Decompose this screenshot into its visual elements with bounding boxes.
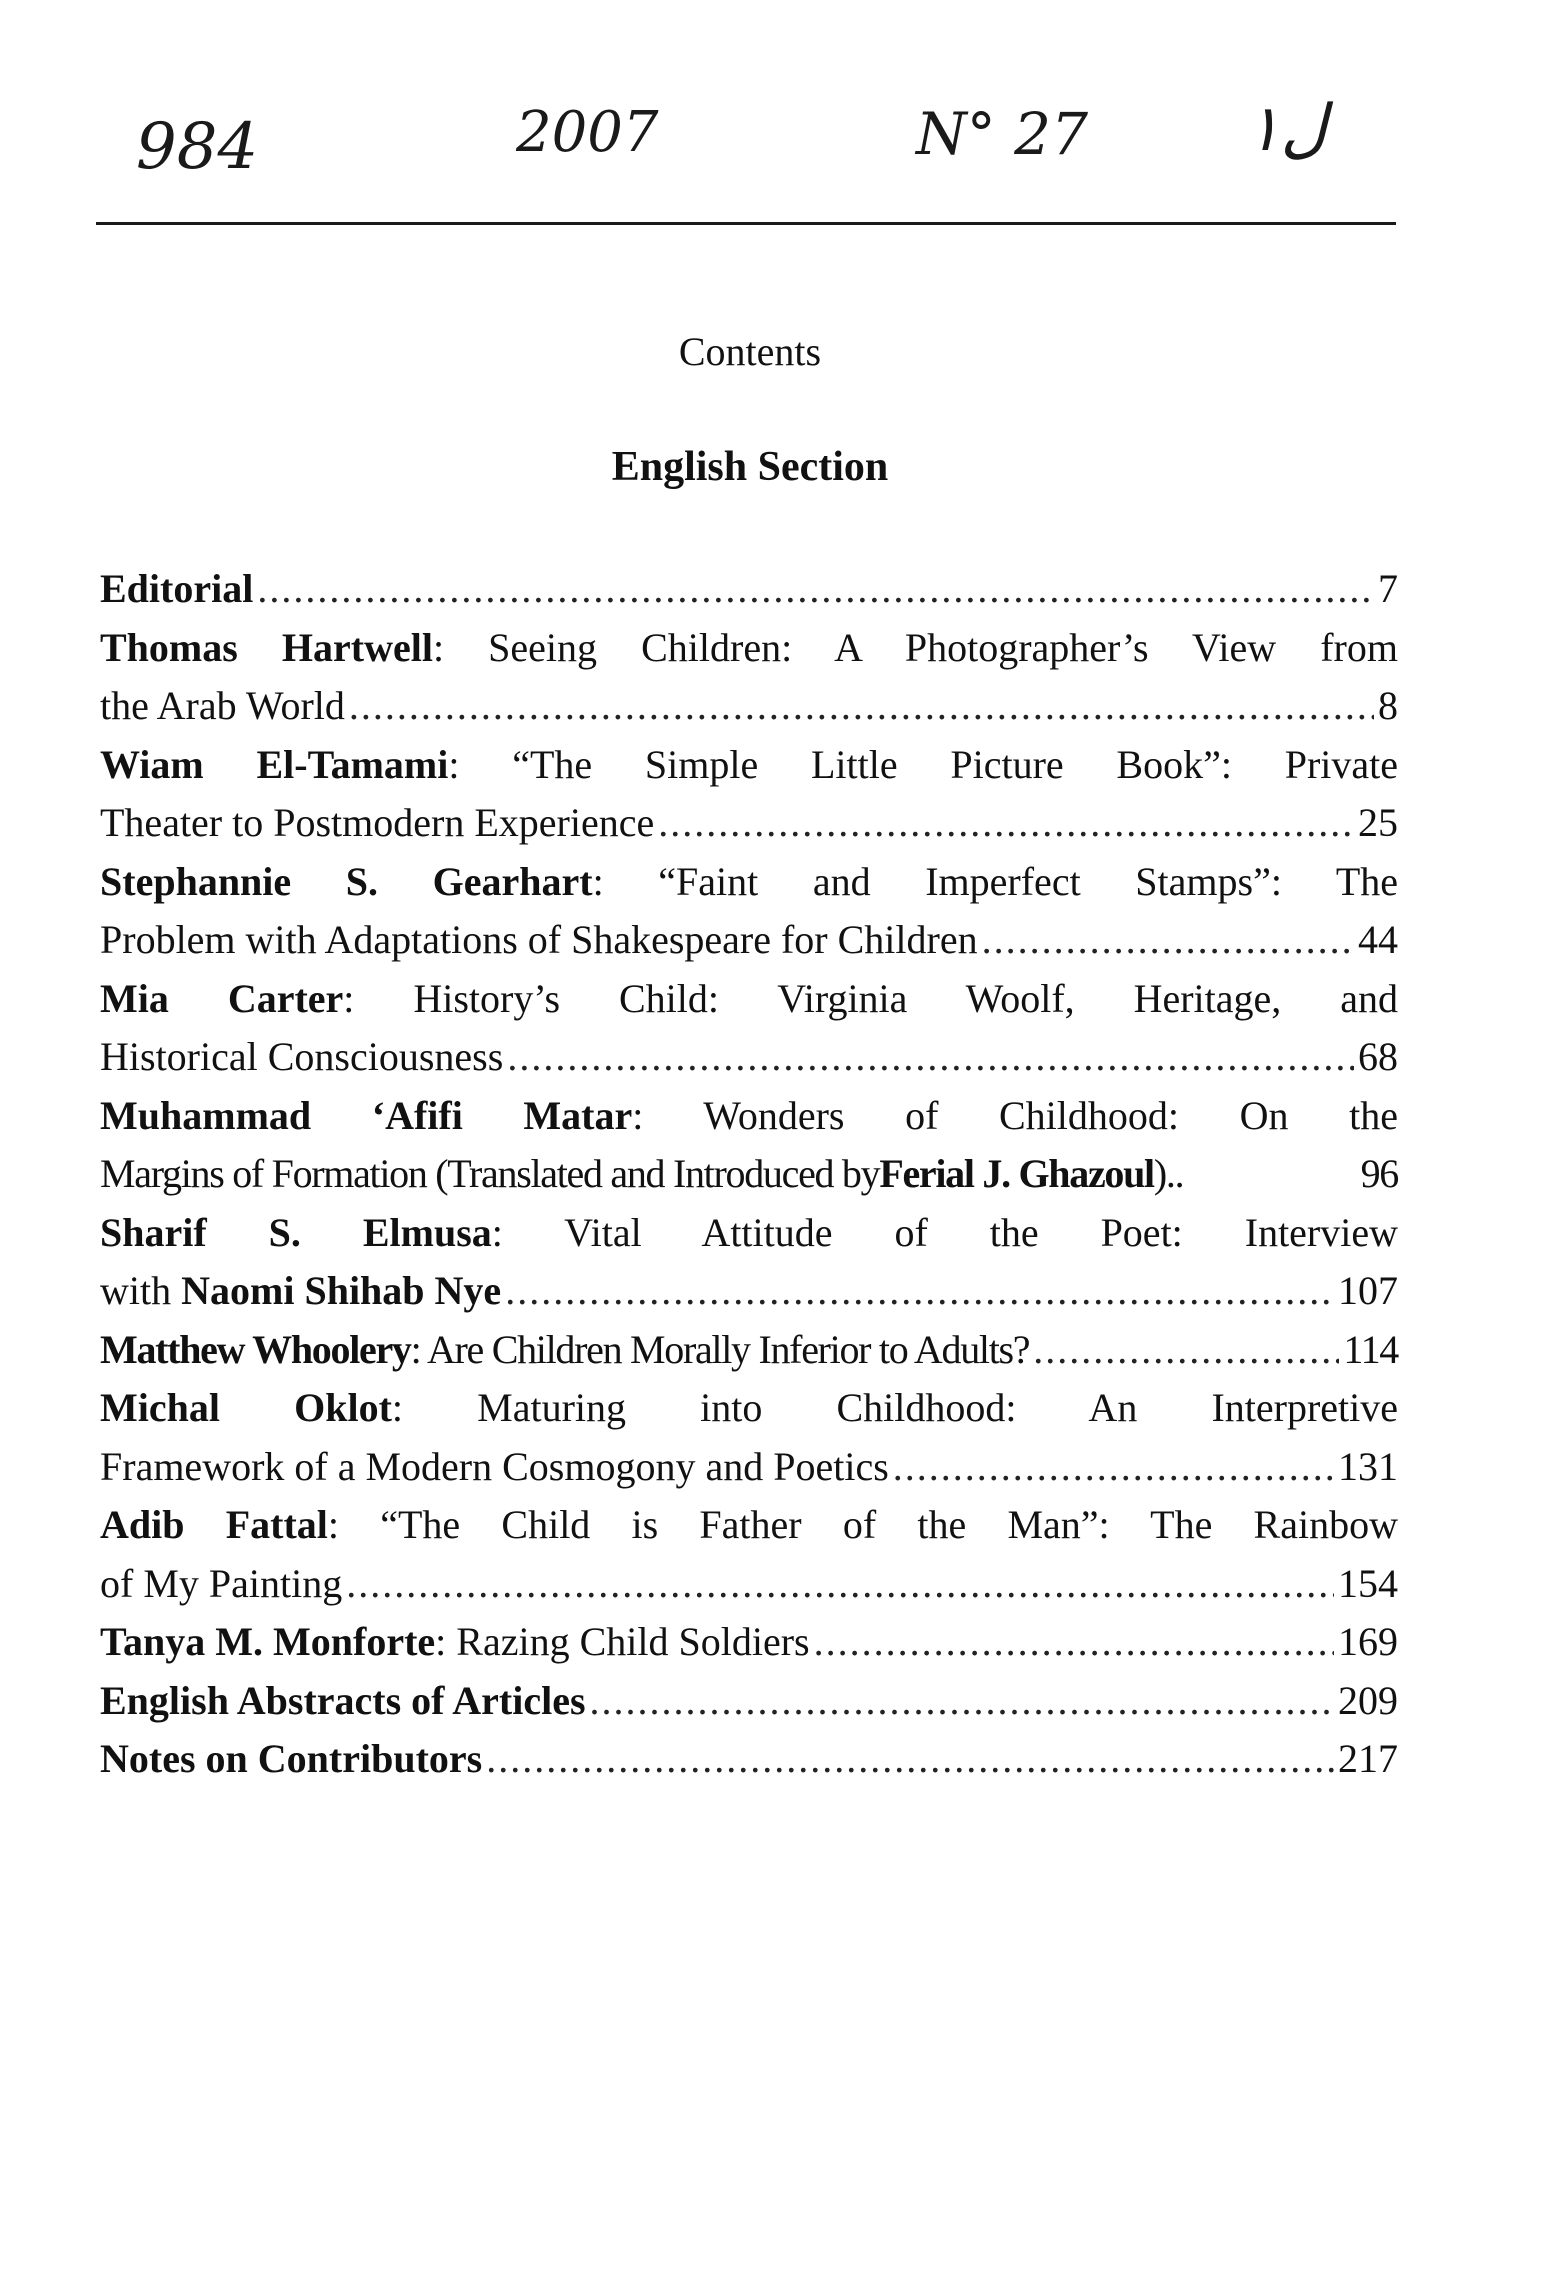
toc-entry-matar xyxy=(100,1087,1398,1204)
page-title: Contents xyxy=(678,329,822,374)
entry-title: : History’s Child: Virginia Woolf, Heritage, and xyxy=(343,975,1398,1021)
toc-entry-editorial xyxy=(100,560,1398,619)
entry-title-cont: the Arab World xyxy=(100,683,345,728)
entry-title: : Are Children Morally Inferior to Adults? xyxy=(410,1326,1030,1372)
entry-page: 217 xyxy=(1338,1736,1398,1781)
section-title: English Section xyxy=(611,444,889,490)
entry-title-end: ).. xyxy=(1153,1151,1184,1196)
entry-title: : Razing Child Soldiers xyxy=(435,1619,810,1664)
dot-leader xyxy=(507,1028,1354,1087)
dot-leader xyxy=(486,1730,1334,1789)
entry-title-cont: Historical Consciousness xyxy=(100,1034,504,1079)
entry-title: : “The Simple Little Picture Book”: Private xyxy=(448,741,1399,787)
entry-page: 154 xyxy=(1338,1560,1398,1606)
entry-author: Thomas Hartwell xyxy=(100,624,433,670)
toc-entry-contributors xyxy=(100,1730,1398,1789)
entry-page: 44 xyxy=(1358,917,1398,962)
dot-leader xyxy=(349,677,1374,736)
dot-leader xyxy=(814,1613,1334,1672)
handwritten-annotations xyxy=(96,70,1396,230)
dot-leader xyxy=(1033,1321,1339,1380)
entry-page: 68 xyxy=(1358,1034,1398,1079)
toc-entry-elmusa xyxy=(100,1204,1398,1321)
entry-title-cont: Margins of Formation (Translated and Introduced by xyxy=(100,1151,880,1196)
entry-interviewee: Naomi Shihab Nye xyxy=(181,1268,502,1313)
toc-entry-monforte xyxy=(100,1613,1398,1672)
entry-author: Stephannie S. Gearhart xyxy=(100,858,593,904)
entry-title: : Seeing Children: A Photographer’s View from xyxy=(432,624,1398,670)
entry-author: Wiam El-Tamami xyxy=(100,741,449,787)
toc-entry-oklot xyxy=(100,1379,1398,1496)
entry-page: 114 xyxy=(1343,1326,1398,1372)
dot-leader xyxy=(982,911,1354,970)
table-of-contents xyxy=(100,560,1398,1789)
toc-entry-hartwell xyxy=(100,619,1398,736)
entry-author: Adib Fattal xyxy=(100,1502,328,1547)
entry-title: : Wonders of Childhood: On the xyxy=(632,1092,1398,1138)
entry-title-cont: Framework of a Modern Cosmogony and Poetics xyxy=(100,1443,889,1489)
toc-entry-gearhart xyxy=(100,853,1398,970)
header-rule xyxy=(96,222,1396,225)
entry-author: Mia Carter xyxy=(100,975,344,1021)
dot-leader xyxy=(658,794,1354,853)
toc-entry-whoolery xyxy=(100,1321,1398,1380)
entry-title-cont: of My Painting xyxy=(100,1560,343,1606)
entry-page: 7 xyxy=(1378,566,1398,611)
entry-translator: Ferial J. Ghazoul xyxy=(879,1151,1154,1196)
entry-title: : “Faint and Imperfect Stamps”: The xyxy=(592,858,1399,904)
toc-entry-abstracts xyxy=(100,1672,1398,1731)
entry-author: Muhammad ‘Afifi Matar xyxy=(100,1092,633,1138)
toc-entry-el-tamami xyxy=(100,736,1398,853)
entry-author: Michal Oklot xyxy=(100,1385,392,1430)
dot-leader xyxy=(893,1438,1334,1497)
entry-title: : Maturing into Childhood: An Interpretive xyxy=(391,1385,1398,1430)
toc-entry-carter xyxy=(100,970,1398,1087)
entry-page: 107 xyxy=(1338,1268,1398,1313)
entry-page: 131 xyxy=(1338,1443,1398,1489)
entry-page: 169 xyxy=(1338,1619,1398,1664)
entry-title-cont: Theater to Postmodern Experience xyxy=(100,800,655,845)
entry-author: Notes on Contributors xyxy=(100,1736,483,1781)
entry-title: : “The Child is Father of the Man”: The Rainbow xyxy=(327,1502,1398,1547)
handwritten-issue: N° 27 xyxy=(916,100,1088,168)
handwritten-number: 984 xyxy=(136,110,259,184)
entry-page: 209 xyxy=(1338,1677,1398,1723)
handwritten-mark: ل١ xyxy=(1246,92,1327,166)
entry-page: 25 xyxy=(1358,800,1398,845)
dot-leader xyxy=(346,1555,1334,1614)
dot-leader xyxy=(257,560,1374,619)
entry-author: Editorial xyxy=(100,566,254,611)
entry-author: Sharif S. Elmusa xyxy=(100,1209,492,1255)
entry-page: 8 xyxy=(1378,683,1398,728)
handwritten-year: 2007 xyxy=(516,100,659,165)
entry-author: Tanya M. Monforte xyxy=(100,1619,436,1664)
entry-title-cont: Problem with Adaptations of Shakespeare for Children xyxy=(100,917,978,962)
entry-title-cont: with xyxy=(100,1268,182,1313)
entry-author: Matthew Whoolery xyxy=(100,1326,411,1372)
entry-title: : Vital Attitude of the Poet: Interview xyxy=(491,1209,1399,1255)
entry-author: English Abstracts of Articles xyxy=(100,1677,586,1723)
dot-leader xyxy=(590,1672,1334,1731)
dot-leader xyxy=(505,1262,1334,1321)
toc-entry-fattal xyxy=(100,1496,1398,1613)
entry-page: 96 xyxy=(1360,1151,1398,1196)
